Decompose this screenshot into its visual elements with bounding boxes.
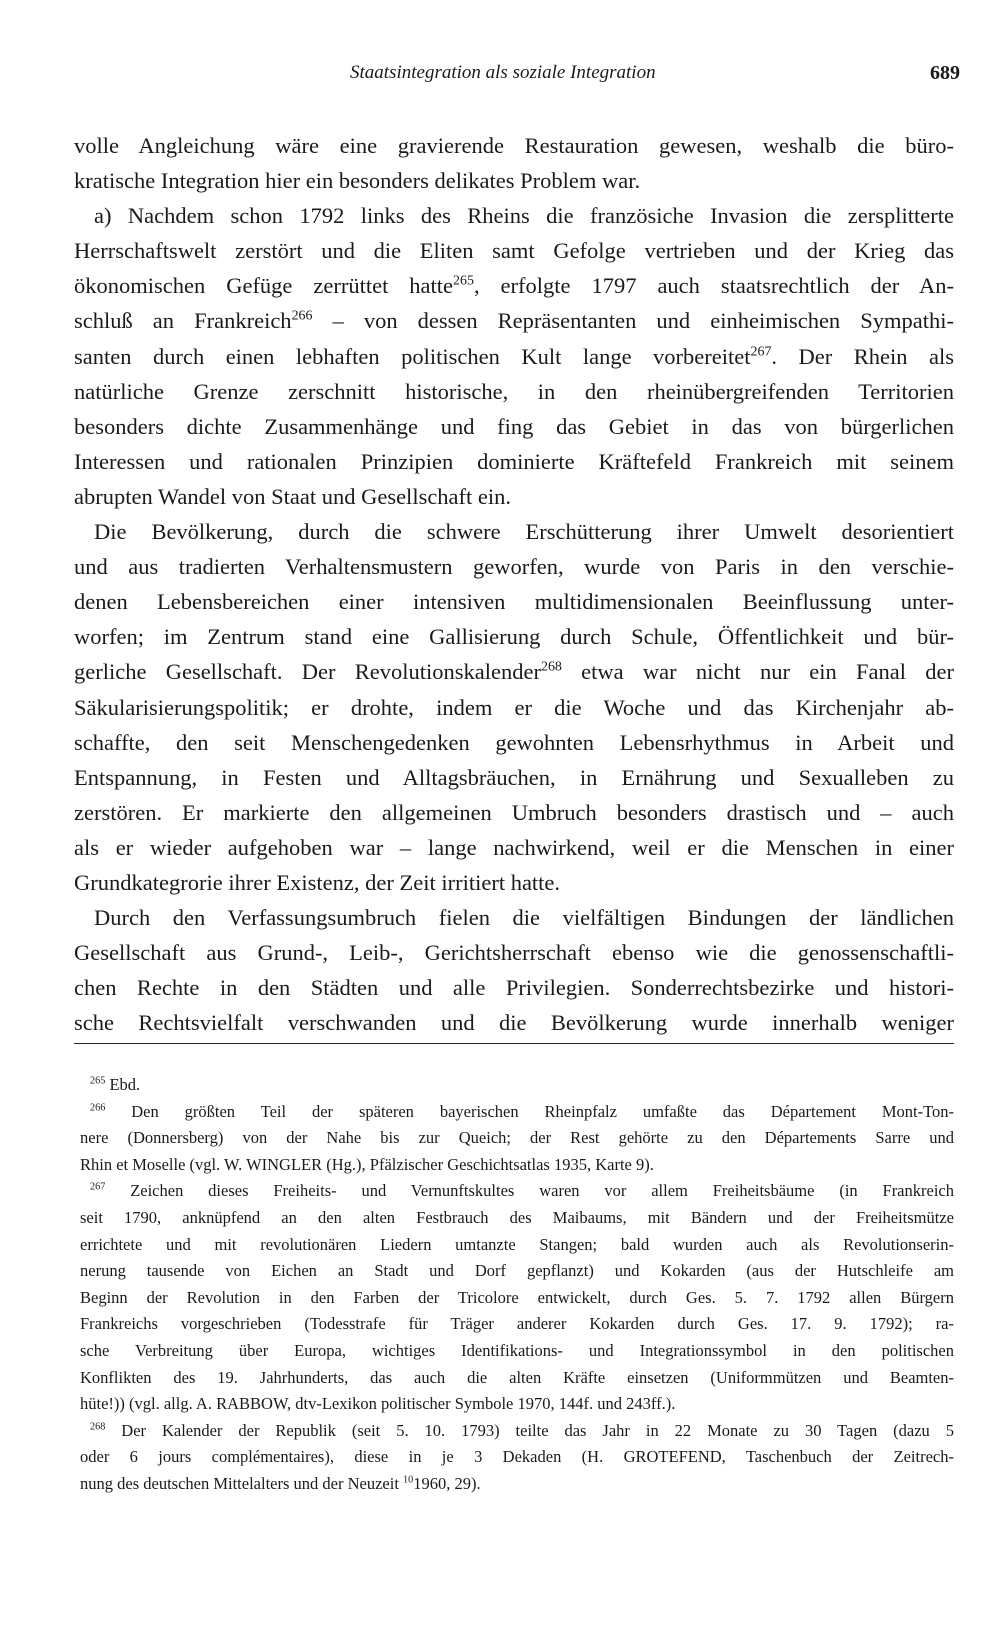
body-text-line: [74, 725, 954, 760]
body-text-line: [74, 760, 954, 795]
edition-superscript: 10: [403, 1474, 414, 1486]
footnote-line: [80, 1258, 954, 1285]
footnote-line: [80, 1205, 954, 1232]
footnote-reference: 267: [750, 344, 772, 360]
footnote-text: sche Verbreitung über Europa, wichtiges Identifikations- und Integrationssymbol in den politischen: [80, 1340, 954, 1360]
line-text: Interessen und rationalen Prinzipien dominierte Kräftefeld Frankreich mit seinem: [74, 448, 954, 474]
footnote-text: Frankreichs vorgeschrieben (Todesstrafe für Träger anderer Kokarden durch Ges. 17. 9. 1792); ra-: [80, 1314, 954, 1334]
line-text: volle Angleichung wäre eine gravierende Restauration gewesen, weshalb die büro-: [74, 133, 954, 158]
line-text: gerliche Gesellschaft. Der Revolutionskalender: [74, 659, 541, 685]
footnote-text: nerung tausende von Eichen an Stadt und Dorf gepflanzt) und Kokarden (aus der Hutschleife am: [80, 1261, 954, 1281]
line-text: chen Rechte in den Städten und alle Privilegien. Sonderrechtsbezirke und histori-: [74, 975, 954, 1001]
footnote-number: 265: [90, 1075, 106, 1087]
line-text: Gesellschaft aus Grund-, Leib-, Gerichtsherrschaft ebenso wie die genossenschaftli-: [74, 940, 954, 966]
line-text: Herrschaftswelt zerstört und die Eliten samt Gefolge vertrieben und der Krieg das: [74, 238, 954, 264]
footnote-line: [80, 1365, 954, 1392]
body-text-line: [74, 865, 954, 900]
footnote-text: Beginn der Revolution in den Farben der Tricolore entwickelt, durch Ges. 5. 7. 1792 allen Bürgern: [80, 1287, 954, 1307]
page-number: 689: [930, 62, 960, 84]
line-text: Durch den Verfassungsumbruch fielen die vielfältigen Bindungen der ländlichen: [94, 905, 954, 931]
footnote-text: errichtete und mit revolutionären Liedern umtanzte Stangen; bald wurden auch als Revolutionserin-: [80, 1234, 954, 1254]
line-text: natürliche Grenze zerschnitt historische, in den rheinübergreifenden Territorien: [74, 378, 954, 404]
line-text: schluß an Frankreich: [74, 308, 292, 334]
body-text-line: [74, 444, 954, 479]
body-text-line: [74, 935, 954, 970]
footnote-text: nung des deutschen Mittelalters und der Neuzeit: [80, 1473, 404, 1493]
footnote-text: Den größten Teil der späteren bayerischen Rheinpfalz umfaßte das Département Mont-Ton-: [105, 1101, 954, 1121]
line-text: Säkularisierungspolitik; er drohte, indem er die Woche und das Kirchenjahr ab-: [74, 694, 954, 720]
running-head: [60, 62, 960, 92]
line-text: zerstören. Er markierte den allgemeinen Umbruch besonders drastisch und – auch: [74, 799, 954, 825]
body-text-line: [74, 795, 954, 830]
body-text-line: [74, 549, 954, 584]
body-text-line: [74, 584, 954, 619]
footnote-line: [80, 1444, 954, 1471]
footnote-line: [80, 1152, 954, 1179]
body-text-line: [74, 128, 954, 163]
footnote-line: [80, 1099, 954, 1126]
footnote-line: [80, 1285, 954, 1312]
main-text: [74, 128, 954, 1040]
footnote-line: [80, 1232, 954, 1259]
line-text: etwa war nicht nur ein Fanal der: [561, 659, 954, 685]
footnote-text: hüte!)) (vgl. allg. A. RABBOW, dtv-Lexikon politischer Symbole 1970, 144f. und 243ff.).: [80, 1394, 676, 1414]
footnote-number: 266: [90, 1102, 106, 1114]
footnote-text: Der Kalender der Republik (seit 5. 10. 1793) teilte das Jahr in 22 Monate zu 30 Tagen (dazu 5: [105, 1420, 954, 1440]
footnotes: [80, 1072, 954, 1498]
footnote-line: [80, 1471, 954, 1498]
line-text: abrupten Wandel von Staat und Gesellschaft ein.: [74, 483, 512, 509]
body-text-line: [74, 303, 954, 338]
line-text: Grundkategrorie ihrer Existenz, der Zeit irritiert hatte.: [74, 869, 561, 895]
footnote-separator: [74, 1043, 954, 1044]
body-text-line: [74, 198, 954, 233]
line-text: , erfolgte 1797 auch staatsrechtlich der An-: [473, 273, 954, 299]
footnote-text: 1960, 29).: [413, 1473, 481, 1493]
line-text: besonders dichte Zusammenhänge und fing das Gebiet in das von bürgerlichen: [74, 413, 954, 439]
footnote-text: Ebd.: [105, 1075, 141, 1094]
line-text: Die Bevölkerung, durch die schwere Erschütterung ihrer Umwelt desorientiert: [94, 519, 954, 545]
body-text-line: [74, 830, 954, 865]
footnote-line: [80, 1072, 954, 1099]
line-text: und aus tradierten Verhaltensmustern geworfen, wurde von Paris in den verschie-: [74, 554, 954, 580]
line-text: kratische Integration hier ein besonders delikates Problem war.: [74, 168, 641, 194]
footnote-line: [80, 1418, 954, 1445]
body-text-line: [74, 619, 954, 654]
footnote-text: Rhin et Moselle (vgl. W. WINGLER (Hg.), Pfälzischer Geschichtsatlas 1935, Karte 9).: [80, 1154, 654, 1174]
line-text: sche Rechtsvielfalt verschwanden und die Bevölkerung wurde innerhalb weniger: [74, 1010, 954, 1036]
footnote-reference: 268: [540, 659, 562, 675]
body-text-line: [74, 1005, 954, 1040]
line-text: denen Lebensbereichen einer intensiven multidimensionalen Beeinflussung unter-: [74, 589, 954, 615]
footnote-text: oder 6 jours complémentaires), diese in je 3 Dekaden (H. GROTEFEND, Taschenbuch der Zeitrech-: [80, 1447, 954, 1467]
footnote-text: Zeichen dieses Freiheits- und Vernunftskultes waren vor allem Freiheitsbäume (in Frankreich: [105, 1181, 954, 1201]
body-text-line: [74, 690, 954, 725]
footnote-line: [80, 1311, 954, 1338]
footnote-number: 267: [90, 1181, 106, 1193]
body-text-line: [74, 233, 954, 268]
body-text-line: [74, 268, 954, 303]
line-text: a) Nachdem schon 1792 links des Rheins die französiche Invasion die zersplitterte: [94, 203, 954, 229]
footnote-line: [80, 1391, 954, 1418]
body-text-line: [74, 374, 954, 409]
body-text-line: [74, 654, 954, 689]
footnote-reference: 265: [453, 273, 474, 289]
footnote-text: Konflikten des 19. Jahrhunderts, das auch die alten Kräfte einsetzen (Uniformmützen und Beamten-: [80, 1367, 954, 1387]
line-text: Entspannung, in Festen und Alltagsbräuchen, in Ernährung und Sexualleben zu: [74, 764, 954, 790]
body-text-line: [74, 970, 954, 1005]
footnote-text: seit 1790, anknüpfend an den alten Festbrauch des Maibaums, mit Bändern und der Freiheitsmütze: [80, 1207, 954, 1227]
line-text: – von dessen Repräsentanten und einheimischen Sympathi-: [312, 308, 954, 334]
body-text-line: [74, 163, 954, 198]
footnote-line: [80, 1178, 954, 1205]
line-text: santen durch einen lebhaften politischen Kult lange vorbereitet: [74, 343, 751, 369]
footnote-number: 268: [90, 1421, 106, 1433]
body-text-line: [74, 514, 954, 549]
footnote-line: [80, 1338, 954, 1365]
body-text-line: [74, 409, 954, 444]
line-text: worfen; im Zentrum stand eine Gallisierung durch Schule, Öffentlichkeit und bür-: [74, 624, 954, 650]
line-text: schaffte, den seit Menschengedenken gewohnten Lebensrhythmus in Arbeit und: [74, 729, 954, 755]
footnote-text: nere (Donnersberg) von der Nahe bis zur Queich; der Rest gehörte zu den Départements Sarre und: [80, 1128, 954, 1148]
body-text-line: [74, 339, 954, 374]
running-title: Staatsintegration als soziale Integration: [350, 62, 656, 83]
line-text: . Der Rhein als: [771, 343, 954, 369]
footnote-line: [80, 1125, 954, 1152]
body-text-line: [74, 900, 954, 935]
line-text: ökonomischen Gefüge zerrüttet hatte: [74, 273, 454, 299]
line-text: als er wieder aufgehoben war – lange nachwirkend, weil er die Menschen in einer: [74, 834, 954, 860]
body-text-line: [74, 479, 954, 514]
footnote-reference: 266: [291, 308, 313, 324]
